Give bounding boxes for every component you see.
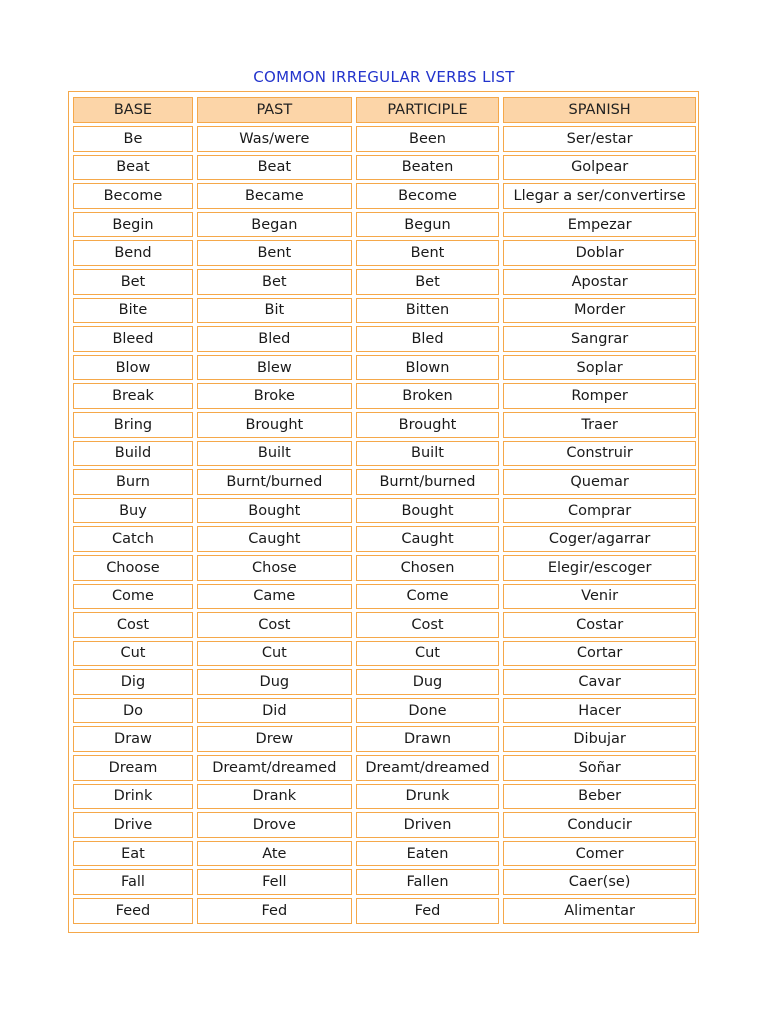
table-row (73, 812, 696, 838)
participle-cell: Bet (356, 269, 500, 295)
past-cell: Bled (197, 326, 352, 352)
table-row (73, 869, 696, 895)
table-row (73, 326, 696, 352)
spanish-cell: Ser/estar (503, 126, 696, 152)
past-cell: Chose (197, 555, 352, 581)
spanish-cell: Alimentar (503, 898, 696, 924)
base-cell: Feed (73, 898, 193, 924)
column-header-participle: PARTICIPLE (356, 97, 500, 123)
spanish-cell: Soñar (503, 755, 696, 781)
table-row (73, 898, 696, 924)
spanish-cell: Comprar (503, 498, 696, 524)
spanish-cell: Comer (503, 841, 696, 867)
participle-cell: Eaten (356, 841, 500, 867)
past-cell: Began (197, 212, 352, 238)
table-row (73, 584, 696, 610)
spanish-cell: Empezar (503, 212, 696, 238)
participle-cell: Blown (356, 355, 500, 381)
table-row (73, 841, 696, 867)
spanish-cell: Costar (503, 612, 696, 638)
past-cell: Broke (197, 383, 352, 409)
base-cell: Do (73, 698, 193, 724)
table-row (73, 698, 696, 724)
past-cell: Bit (197, 298, 352, 324)
verbs-table-body (73, 126, 696, 924)
participle-cell: Cut (356, 641, 500, 667)
base-cell: Dream (73, 755, 193, 781)
table-row (73, 412, 696, 438)
participle-cell: Begun (356, 212, 500, 238)
table-row (73, 383, 696, 409)
past-cell: Beat (197, 155, 352, 181)
past-cell: Bought (197, 498, 352, 524)
past-cell: Drew (197, 726, 352, 752)
past-cell: Dug (197, 669, 352, 695)
participle-cell: Dug (356, 669, 500, 695)
past-cell: Burnt/burned (197, 469, 352, 495)
table-row (73, 669, 696, 695)
spanish-cell: Conducir (503, 812, 696, 838)
spanish-cell: Elegir/escoger (503, 555, 696, 581)
spanish-cell: Apostar (503, 269, 696, 295)
base-cell: Catch (73, 526, 193, 552)
spanish-cell: Traer (503, 412, 696, 438)
past-cell: Was/were (197, 126, 352, 152)
participle-cell: Bought (356, 498, 500, 524)
table-header-row (73, 97, 696, 123)
spanish-cell: Coger/agarrar (503, 526, 696, 552)
past-cell: Fell (197, 869, 352, 895)
spanish-cell: Morder (503, 298, 696, 324)
base-cell: Buy (73, 498, 193, 524)
table-row (73, 240, 696, 266)
participle-cell: Dreamt/dreamed (356, 755, 500, 781)
base-cell: Bring (73, 412, 193, 438)
participle-cell: Driven (356, 812, 500, 838)
past-cell: Built (197, 441, 352, 467)
spanish-cell: Llegar a ser/convertirse (503, 183, 696, 209)
spanish-cell: Doblar (503, 240, 696, 266)
table-row (73, 641, 696, 667)
base-cell: Dig (73, 669, 193, 695)
past-cell: Did (197, 698, 352, 724)
base-cell: Bet (73, 269, 193, 295)
spanish-cell: Sangrar (503, 326, 696, 352)
past-cell: Drove (197, 812, 352, 838)
past-cell: Drank (197, 784, 352, 810)
past-cell: Cut (197, 641, 352, 667)
base-cell: Drink (73, 784, 193, 810)
past-cell: Became (197, 183, 352, 209)
past-cell: Bent (197, 240, 352, 266)
spanish-cell: Construir (503, 441, 696, 467)
table-row (73, 498, 696, 524)
past-cell: Dreamt/dreamed (197, 755, 352, 781)
participle-cell: Bent (356, 240, 500, 266)
table-row (73, 212, 696, 238)
base-cell: Cost (73, 612, 193, 638)
past-cell: Brought (197, 412, 352, 438)
spanish-cell: Romper (503, 383, 696, 409)
spanish-cell: Soplar (503, 355, 696, 381)
table-row (73, 726, 696, 752)
participle-cell: Drawn (356, 726, 500, 752)
base-cell: Blow (73, 355, 193, 381)
spanish-cell: Caer(se) (503, 869, 696, 895)
base-cell: Come (73, 584, 193, 610)
base-cell: Be (73, 126, 193, 152)
column-header-spanish: SPANISH (503, 97, 696, 123)
table-row (73, 469, 696, 495)
past-cell: Cost (197, 612, 352, 638)
table-row (73, 126, 696, 152)
participle-cell: Drunk (356, 784, 500, 810)
participle-cell: Broken (356, 383, 500, 409)
participle-cell: Done (356, 698, 500, 724)
base-cell: Begin (73, 212, 193, 238)
participle-cell: Been (356, 126, 500, 152)
participle-cell: Burnt/burned (356, 469, 500, 495)
table-row (73, 784, 696, 810)
past-cell: Blew (197, 355, 352, 381)
participle-cell: Chosen (356, 555, 500, 581)
verbs-table-frame (68, 91, 699, 933)
participle-cell: Cost (356, 612, 500, 638)
base-cell: Fall (73, 869, 193, 895)
base-cell: Break (73, 383, 193, 409)
table-row (73, 183, 696, 209)
participle-cell: Built (356, 441, 500, 467)
base-cell: Cut (73, 641, 193, 667)
participle-cell: Fallen (356, 869, 500, 895)
past-cell: Fed (197, 898, 352, 924)
base-cell: Bend (73, 240, 193, 266)
table-row (73, 155, 696, 181)
table-row (73, 269, 696, 295)
participle-cell: Bled (356, 326, 500, 352)
spanish-cell: Beber (503, 784, 696, 810)
base-cell: Become (73, 183, 193, 209)
table-row (73, 612, 696, 638)
base-cell: Build (73, 441, 193, 467)
spanish-cell: Quemar (503, 469, 696, 495)
past-cell: Caught (197, 526, 352, 552)
base-cell: Draw (73, 726, 193, 752)
participle-cell: Bitten (356, 298, 500, 324)
base-cell: Bleed (73, 326, 193, 352)
spanish-cell: Golpear (503, 155, 696, 181)
base-cell: Eat (73, 841, 193, 867)
table-row (73, 555, 696, 581)
past-cell: Ate (197, 841, 352, 867)
base-cell: Bite (73, 298, 193, 324)
past-cell: Came (197, 584, 352, 610)
table-row (73, 355, 696, 381)
participle-cell: Come (356, 584, 500, 610)
table-row (73, 441, 696, 467)
table-row (73, 526, 696, 552)
base-cell: Choose (73, 555, 193, 581)
spanish-cell: Venir (503, 584, 696, 610)
table-row (73, 755, 696, 781)
past-cell: Bet (197, 269, 352, 295)
base-cell: Burn (73, 469, 193, 495)
column-header-past: PAST (197, 97, 352, 123)
spanish-cell: Dibujar (503, 726, 696, 752)
base-cell: Drive (73, 812, 193, 838)
participle-cell: Caught (356, 526, 500, 552)
column-header-base: BASE (73, 97, 193, 123)
verbs-table (69, 94, 700, 927)
participle-cell: Fed (356, 898, 500, 924)
participle-cell: Brought (356, 412, 500, 438)
spanish-cell: Cortar (503, 641, 696, 667)
spanish-cell: Hacer (503, 698, 696, 724)
base-cell: Beat (73, 155, 193, 181)
spanish-cell: Cavar (503, 669, 696, 695)
participle-cell: Beaten (356, 155, 500, 181)
participle-cell: Become (356, 183, 500, 209)
table-row (73, 298, 696, 324)
page-title: COMMON IRREGULAR VERBS LIST (253, 68, 515, 86)
